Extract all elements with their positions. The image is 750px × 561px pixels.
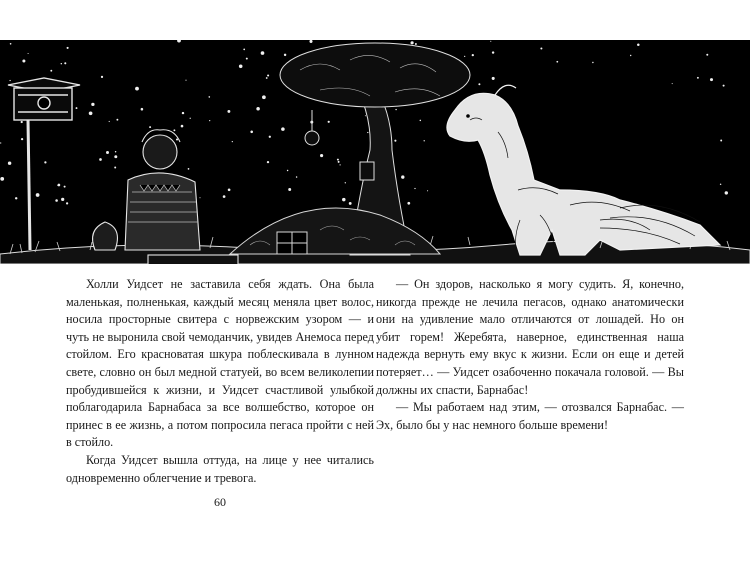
star	[556, 61, 558, 63]
star	[190, 118, 191, 119]
paragraph: — Мы работаем над этим, — отозвался Барнабас. — Эх, было бы у нас немного больше времени!	[376, 400, 684, 432]
star	[637, 44, 640, 47]
star	[55, 199, 58, 202]
star	[28, 53, 29, 54]
star	[99, 158, 102, 161]
star	[64, 186, 66, 188]
star	[338, 161, 340, 163]
star	[89, 111, 93, 115]
star	[188, 168, 190, 170]
star	[239, 65, 243, 69]
star	[266, 77, 268, 79]
paragraph: Когда Уидсет вышла оттуда, на лице у нее читались одновременно облегчение и тревога.	[66, 452, 374, 485]
star	[250, 131, 253, 134]
star	[101, 76, 103, 78]
star	[269, 136, 271, 138]
star	[135, 87, 139, 91]
star	[492, 51, 494, 53]
star	[21, 138, 23, 140]
star	[199, 197, 200, 198]
star	[223, 195, 226, 198]
star	[91, 103, 94, 106]
star	[67, 47, 69, 49]
star	[267, 161, 269, 163]
star	[349, 202, 352, 205]
star	[8, 161, 11, 164]
star	[36, 193, 40, 197]
paragraph: — Он здоров, насколько я могу судить. Я, конечно, никогда прежде не лечила пегасов, однако анатомически они на удивление мало отличаются от лошадей. Но он убит горем! Жеребята, наверное, единственная наша надежда вернуть ему вкус к жизни. Если он еще и детей потеряет… — Уидсет озабоченно покачала головой. — Вы должны их спасти, Барнабас!	[376, 277, 684, 397]
star	[345, 182, 346, 183]
star	[109, 121, 110, 122]
star	[427, 190, 428, 191]
star	[243, 49, 245, 51]
star	[365, 115, 366, 116]
star	[64, 62, 66, 64]
star	[492, 77, 495, 80]
star	[424, 140, 425, 141]
star	[320, 154, 323, 157]
star	[328, 121, 330, 123]
star	[173, 129, 175, 131]
star	[0, 142, 1, 143]
star	[723, 85, 725, 87]
star	[50, 70, 52, 72]
star	[296, 176, 298, 178]
star	[592, 62, 593, 63]
star	[706, 54, 708, 56]
right-text-column	[376, 276, 684, 434]
star	[44, 161, 46, 163]
star	[672, 83, 673, 84]
star	[478, 83, 480, 85]
star	[267, 74, 269, 76]
star	[22, 59, 25, 62]
star	[227, 110, 230, 113]
star	[720, 140, 722, 142]
star	[15, 197, 17, 199]
star	[630, 55, 631, 56]
star	[420, 120, 422, 122]
star	[0, 177, 4, 181]
star	[114, 155, 117, 158]
star	[720, 184, 721, 185]
star	[61, 198, 64, 201]
star	[262, 95, 266, 99]
star	[337, 159, 339, 161]
star	[9, 80, 10, 81]
star	[114, 167, 116, 169]
star	[288, 188, 291, 191]
night-scene-illustration	[0, 40, 750, 264]
star	[256, 107, 260, 111]
star	[367, 132, 368, 133]
star	[472, 54, 474, 56]
star	[182, 112, 184, 114]
star	[181, 125, 184, 128]
star	[149, 126, 151, 128]
star	[284, 54, 286, 56]
star	[208, 96, 210, 98]
star	[725, 191, 728, 194]
star	[407, 202, 410, 205]
star	[228, 188, 231, 191]
star	[401, 175, 404, 178]
paragraph: Холли Уидсет не заставила себя ждать. Она была маленькая, полненькая, каждый месяц меняла цвет волос, носила просторные свитера с норвежским узором — и чуть не выронила свой чемоданчик, увидев Анемоса перед стойлом. Его красноватая шкура поблескивала в лунном свете, словно он был медной статуей, во всем великолепии пробудившейся к жизни, и Уидсет счастливой улыбкой поблагодарила Барнабаса за все волшебство, которое он принес в ее жизнь, а потом попросила пегаса пройти с ней в стойло.	[66, 277, 374, 450]
star	[394, 140, 396, 142]
star	[232, 141, 233, 142]
star	[411, 41, 414, 44]
star	[106, 151, 109, 154]
star	[10, 43, 12, 45]
star	[395, 109, 396, 110]
star	[246, 58, 248, 60]
star	[490, 41, 491, 42]
star	[415, 43, 417, 45]
star	[281, 127, 285, 131]
star	[540, 47, 542, 49]
page-number: 60	[214, 495, 226, 509]
star	[342, 198, 345, 201]
star	[21, 121, 23, 123]
star	[61, 63, 62, 64]
star	[141, 108, 144, 111]
star	[66, 202, 68, 204]
star	[115, 151, 116, 152]
star	[710, 78, 713, 81]
star	[76, 107, 78, 109]
star	[261, 51, 265, 55]
star	[414, 188, 415, 189]
star	[697, 77, 699, 79]
star	[116, 119, 118, 121]
star	[287, 170, 288, 171]
star	[185, 80, 186, 81]
star	[464, 56, 465, 57]
star	[209, 120, 210, 121]
left-text-column	[66, 276, 374, 487]
star	[57, 185, 58, 186]
star	[340, 164, 341, 165]
